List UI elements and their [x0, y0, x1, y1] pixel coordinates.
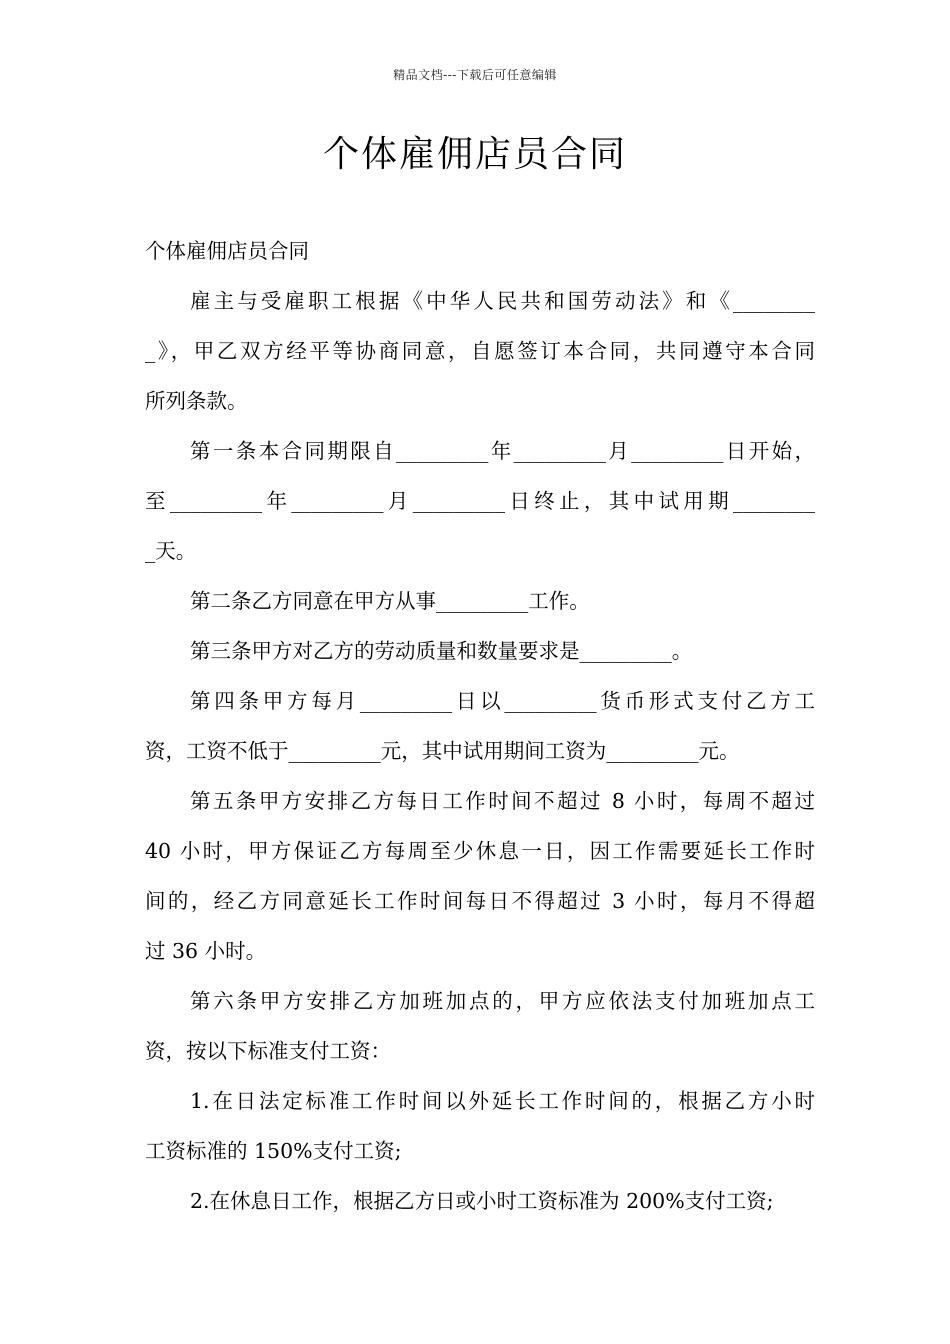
- subtitle-line: 个体雇佣店员合同: [145, 239, 309, 263]
- paragraph-line: 第二条乙方同意在甲方从事_________工作。: [190, 589, 590, 613]
- paragraph-line: 至_________年_________月_________日终止，其中试用期________: [145, 489, 815, 513]
- paragraph-line: 资，工资不低于_________元，其中试用期间工资为_________元。: [145, 739, 740, 763]
- paragraph-line: 第五条甲方安排乙方每日工作时间不超过 8 小时，每周不超过: [190, 789, 815, 813]
- paragraph-line: 第一条本合同期限自_________年_________月_________日开始，: [190, 439, 815, 463]
- list-item-line: 1.在日法定标准工作时间以外延长工作时间的，根据乙方小时: [190, 1089, 815, 1113]
- paragraph-line: 雇主与受雇职工根据《中华人民共和国劳动法》和《________: [190, 289, 815, 313]
- paragraph-line: _》，甲乙双方经平等协商同意，自愿签订本合同，共同遵守本合同: [145, 339, 815, 363]
- list-item-line: 2.在休息日工作，根据乙方日或小时工资标准为 200%支付工资;: [190, 1189, 774, 1213]
- paragraph-line: 过 36 小时。: [145, 939, 267, 963]
- paragraph-line: 40 小时，甲方保证乙方每周至少休息一日，因工作需要延长工作时: [145, 839, 815, 863]
- paragraph-line: 第六条甲方安排乙方加班加点的，甲方应依法支付加班加点工: [190, 989, 815, 1013]
- paragraph-line: 第三条甲方对乙方的劳动质量和数量要求是_________。: [190, 639, 693, 663]
- paragraph-line: 资，按以下标准支付工资：: [145, 1039, 391, 1063]
- paragraph-line: 间的，经乙方同意延长工作时间每日不得超过 3 小时，每月不得超: [145, 889, 815, 913]
- paragraph-line: 第四条甲方每月_________日以_________货币形式支付乙方工: [190, 689, 815, 713]
- paragraph-line: 所列条款。: [145, 389, 248, 413]
- document-title: 个体雇佣店员合同: [322, 134, 627, 175]
- paragraph-line: _天。: [145, 539, 197, 563]
- list-item-line: 工资标准的 150%支付工资;: [145, 1139, 402, 1163]
- page-header: 精品文档---下载后可任意编辑: [393, 68, 557, 82]
